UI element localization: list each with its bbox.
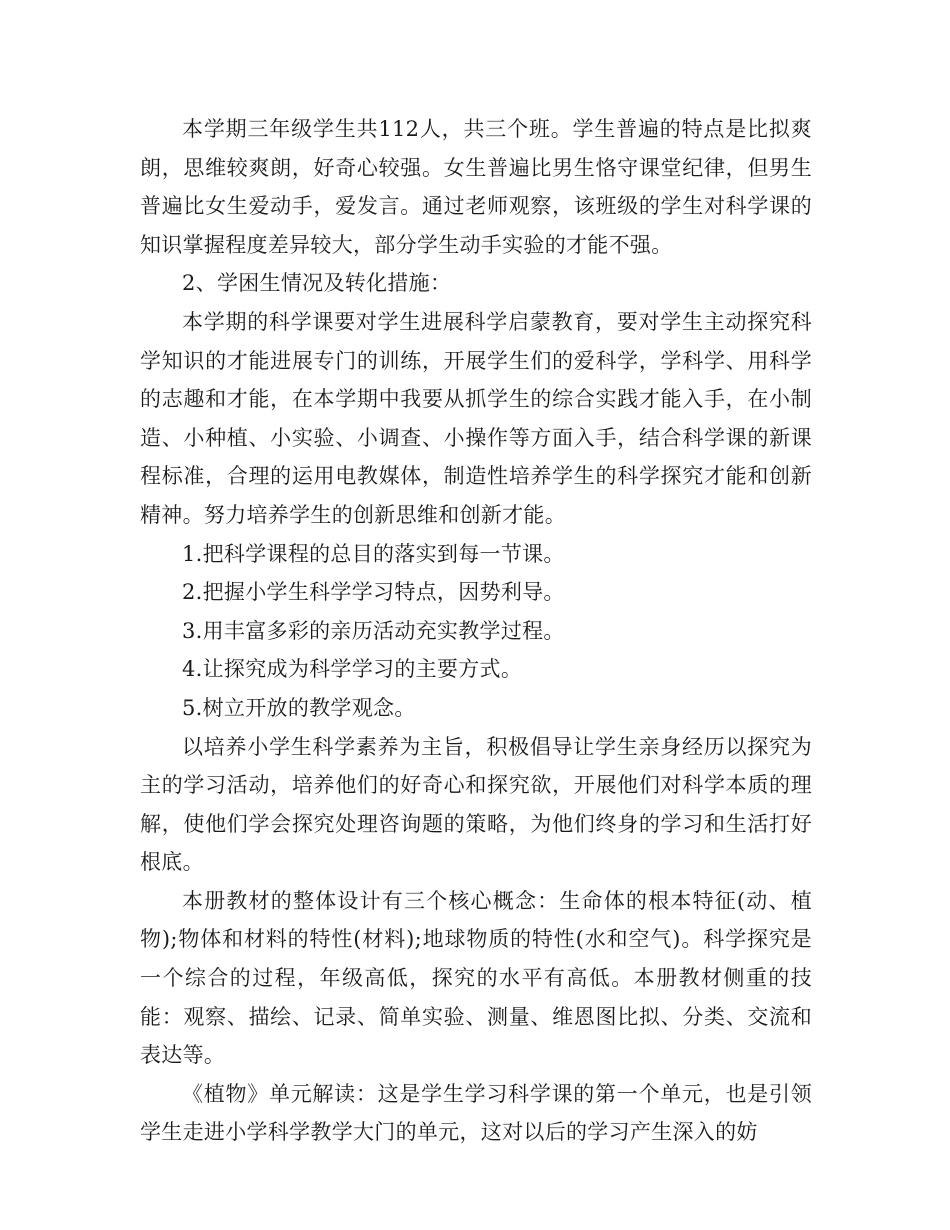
paragraph-class-overview: 本学期三年级学生共112人，共三个班。学生普遍的特点是比拟爽朗，思维较爽朗，好奇心较强。女生普遍比男生恪守课堂纪律，但男生普遍比女生爱动手，爱发言。通过老师观察，该班级的学生对科学课的知识掌握程度差异较大，部分学生动手实验的才能不强。	[140, 117, 812, 257]
document-page	[140, 110, 812, 1152]
paragraph-teaching-goal: 以培养小学生科学素养为主旨，积极倡导让学生亲身经历以探究为主的学习活动，培养他们的好奇心和探究欲，开展他们对科学本质的理解，使他们学会探究处理咨询题的策略，为他们终身的学习和生活打好根底。	[140, 734, 812, 875]
heading-struggling-students: 2、学困生情况及转化措施：	[182, 271, 452, 296]
list-item-5: 5.树立开放的教学观念。	[182, 695, 416, 720]
list-item-3: 3.用丰富多彩的亲历活动充实教学过程。	[182, 618, 565, 643]
list-item-1: 1.把科学课程的总目的落实到每一节课。	[182, 541, 565, 566]
list-item-4: 4.让探究成为科学学习的主要方式。	[182, 657, 523, 682]
paragraph-plants-unit: 《植物》单元解读：这是学生学习科学课的第一个单元，也是引领学生走进小学科学教学大门的单元，这对以后的学习产生深入的妨	[140, 1081, 812, 1145]
paragraph-textbook-design: 本册教材的整体设计有三个核心概念：生命体的根本特征(动、植物);物体和材料的特性(材料);地球物质的特性(水和空气)。科学探究是一个综合的过程，年级高低，探究的水平有高低。本册教材侧重的技能：观察、描绘、记录、简单实验、测量、维恩图比拟、分类、交流和表达等。	[140, 888, 812, 1068]
list-item-2: 2.把握小学生科学学习特点，因势利导。	[182, 580, 565, 605]
paragraph-teaching-approach: 本学期的科学课要对学生进展科学启蒙教育，要对学生主动探究科学知识的才能进展专门的训练，开展学生们的爱科学，学科学、用科学的志趣和才能，在本学期中我要从抓学生的综合实践才能入手，在小制造、小种植、小实验、小调查、小操作等方面入手，结合科学课的新课程标准，合理的运用电教媒体，制造性培养学生的科学探究才能和创新精神。努力培养学生的创新思维和创新才能。	[140, 309, 812, 527]
